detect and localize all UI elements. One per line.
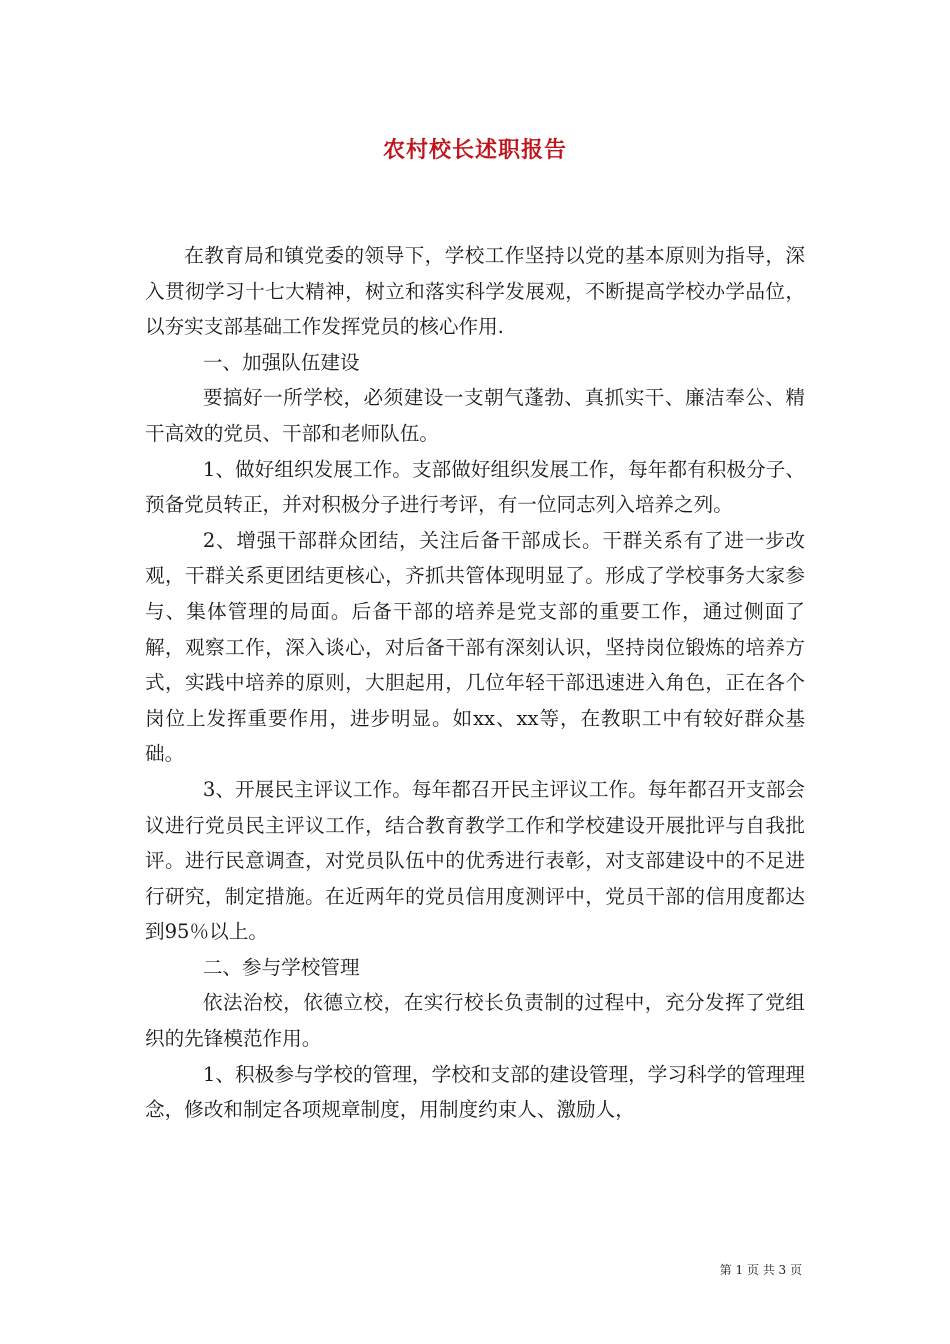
paragraph: 要搞好一所学校，必须建设一支朝气蓬勃、真抓实干、廉洁奉公、精干高效的党员、干部和老师队伍。 [145, 386, 805, 445]
page-number: 第 1 页 共 3 页 [719, 1263, 802, 1277]
document-body [145, 238, 805, 1128]
paragraph: 1、做好组织发展工作。支部做好组织发展工作，每年都有积极分子、预备党员转正，并对积极分子进行考评，有一位同志列入培养之列。 [145, 457, 805, 517]
paragraph: 1、积极参与学校的管理，学校和支部的建设管理，学习科学的管理理念，修改和制定各项规章制度，用制度约束人、激励人， [145, 1062, 805, 1122]
paragraph: 依法治校，依德立校，在实行校长负责制的过程中，充分发挥了党组织的先锋模范作用。 [145, 991, 805, 1051]
page-title: 农村校长述职报告 [382, 137, 567, 163]
section-heading-1: 一、加强队伍建设 [202, 350, 360, 374]
section-heading-2: 二、参与学校管理 [202, 955, 360, 979]
paragraph: 3、开展民主评议工作。每年都召开民主评议工作。每年都召开支部会议进行党员民主评议工作，结合教育教学工作和学校建设开展批评与自我批评。进行民意调查，对党员队伍中的优秀进行表彰，对支部建设中的不足进行研究，制定措施。在近两年的党员信用度测评中，党员干部的信用度都达到95％以上。 [145, 777, 805, 944]
paragraph-intro: 在教育局和镇党委的领导下，学校工作坚持以党的基本原则为指导，深入贯彻学习十七大精神，树立和落实科学发展观，不断提高学校办学品位，以夯实支部基础工作发挥党员的核心作用. [145, 244, 805, 339]
paragraph: 2、增强干部群众团结，关注后备干部成长。干群关系有了进一步改观，干群关系更团结更核心，齐抓共管体现明显了。形成了学校事务大家参与、集体管理的局面。后备干部的培养是党支部的重要工作，通过侧面了解，观察工作，深入谈心，对后备干部有深刻认识，坚持岗位锻炼的培养方式，实践中培养的原则，大胆起用，几位年轻干部迅速进入角色，正在各个岗位上发挥重要作用，进步明显。如xx、xx等，在教职工中有较好群众基础。 [145, 528, 805, 766]
